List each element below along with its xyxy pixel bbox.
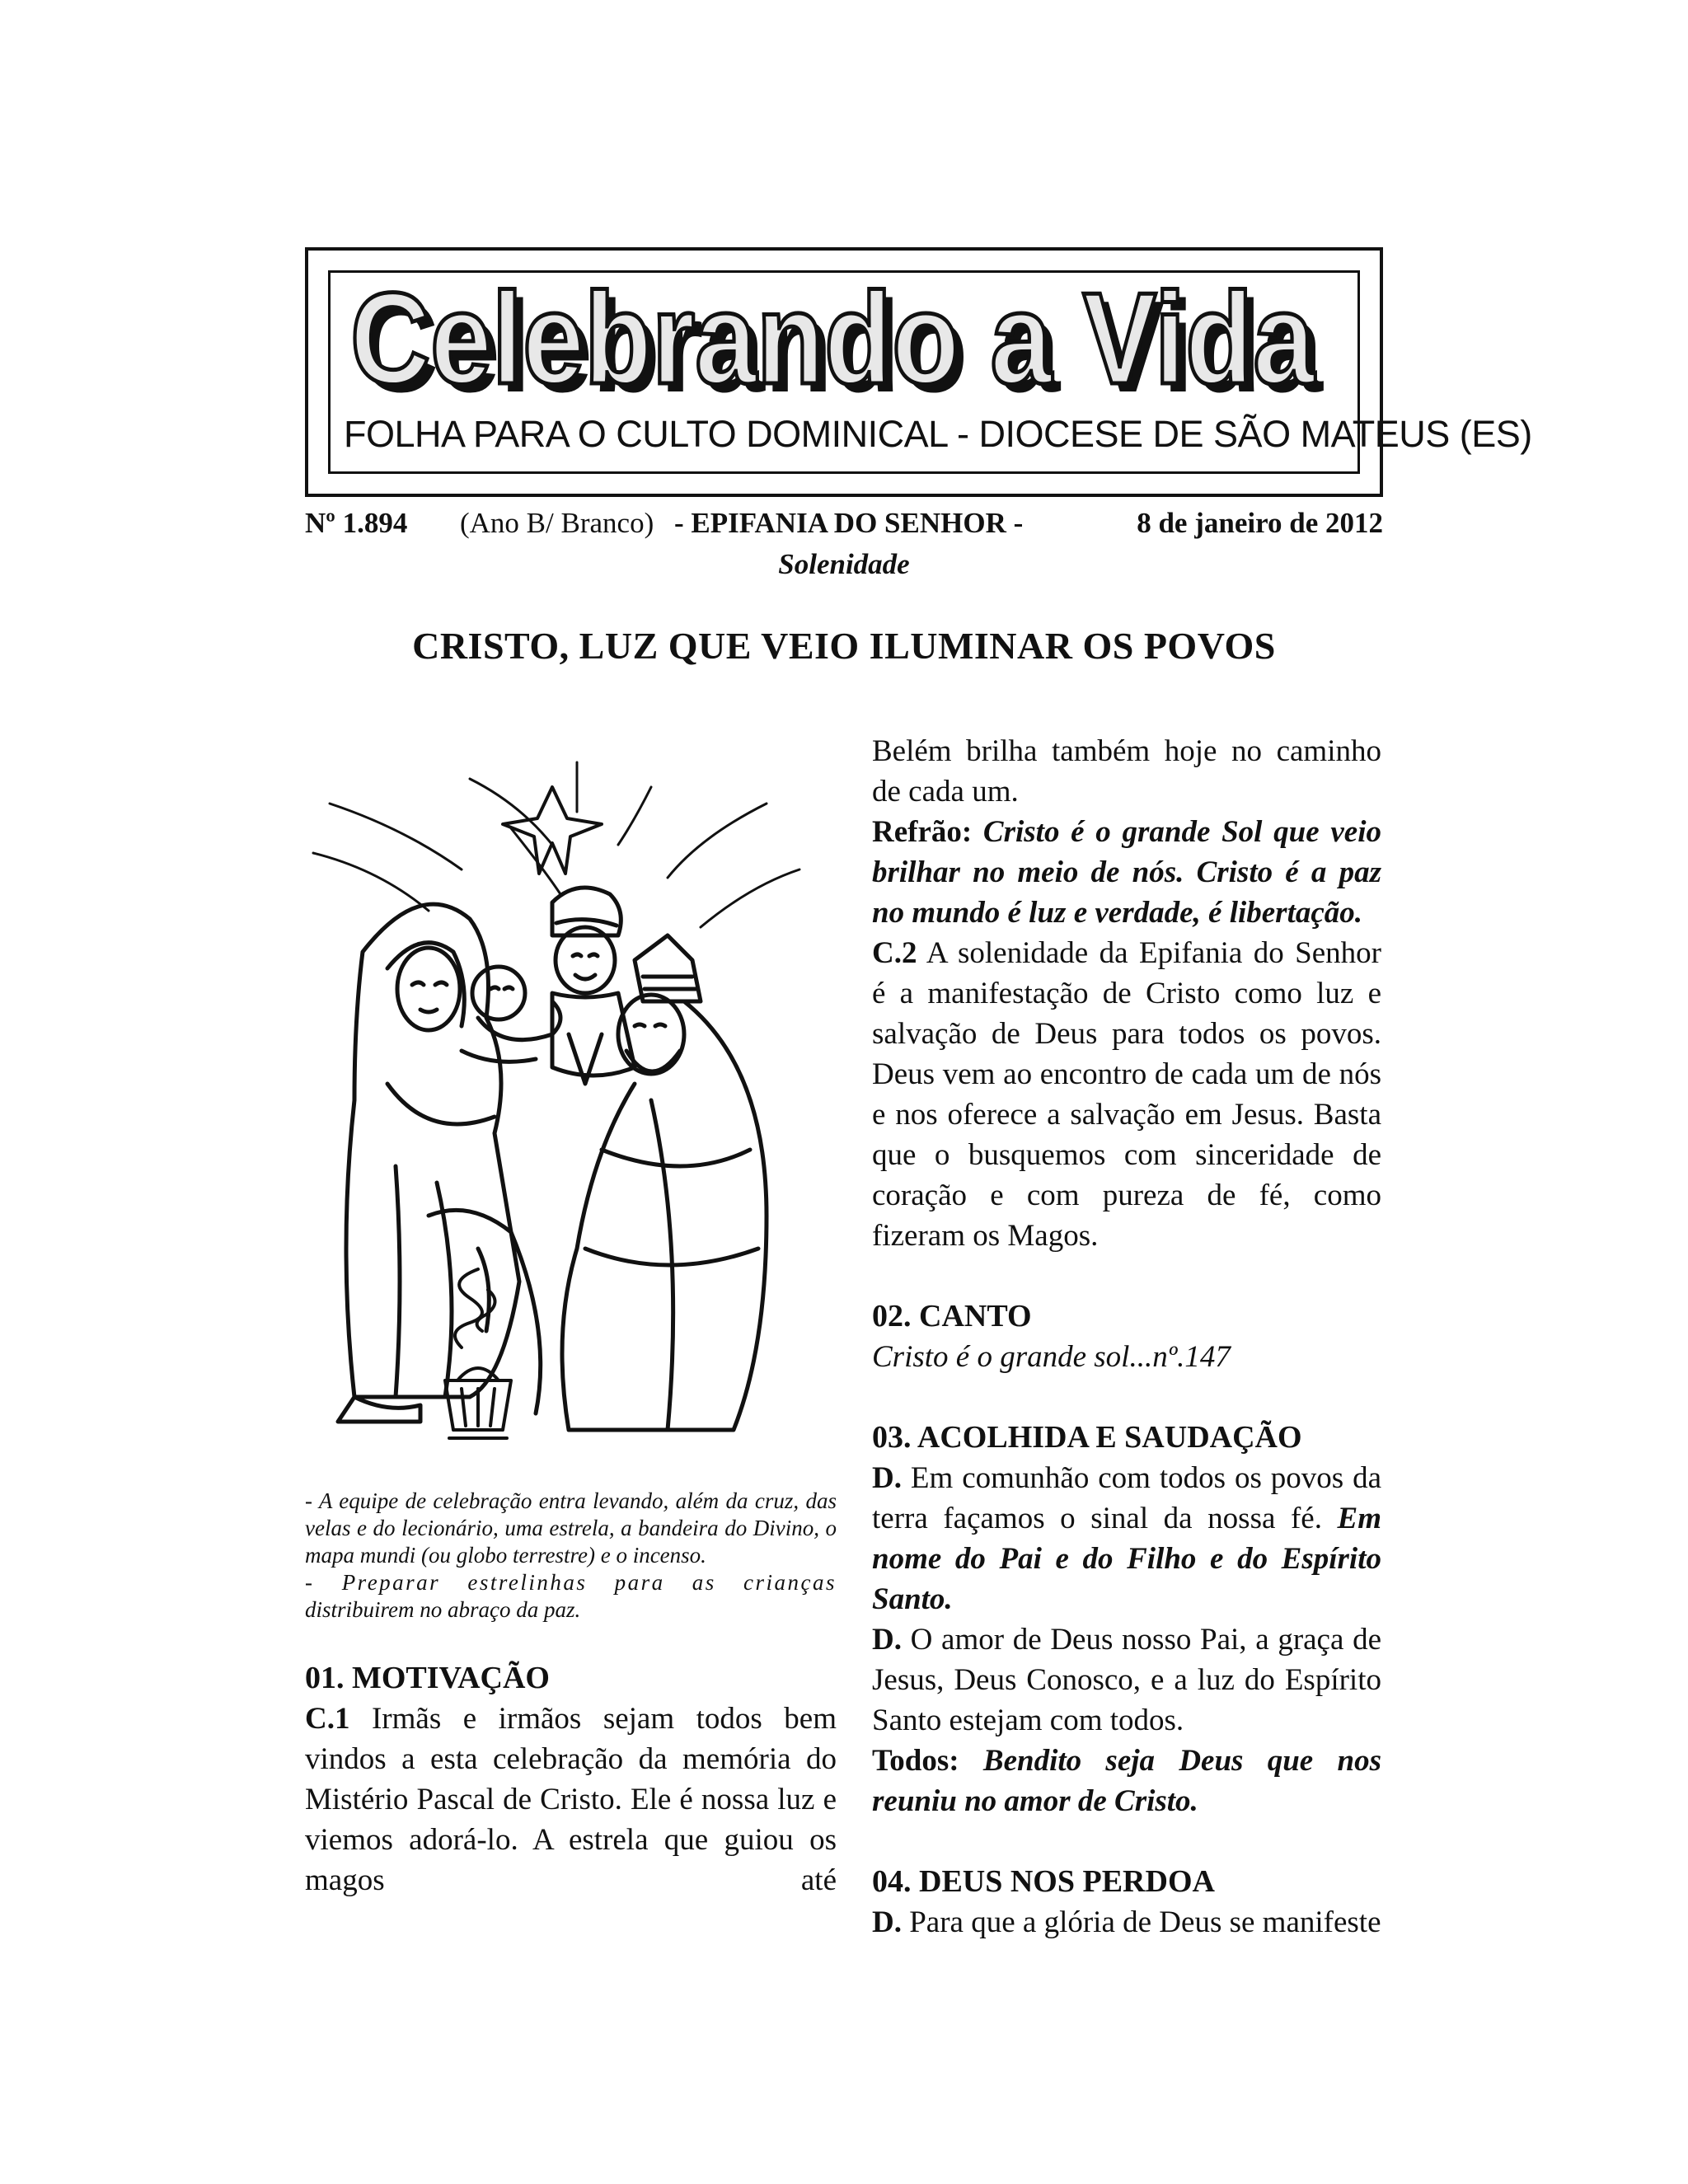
acolhida-d1-text: Em comunhão com todos os povos da terra façamos o sinal da nossa fé. — [872, 1461, 1381, 1535]
c2-label: C.2 — [872, 936, 917, 970]
solemnity-label: Solenidade — [778, 548, 910, 580]
c2-text: A solenidade da Epifania do Senhor é a manifestação de Cristo como luz e salvação de Deus para todos os povos. Deus vem ao encontro de cada um de nós e nos oferece a salvação em Jesus. Basta que o busquemos com sinceridade de coração e com pureza de fé, como fizeram os Magos. — [872, 936, 1381, 1253]
canto-text — [872, 1337, 1381, 1377]
acolhida-todos — [872, 1741, 1381, 1821]
rubric-notes — [305, 1488, 837, 1624]
mary-figure — [338, 904, 519, 1422]
issue-number: Nº 1.894 — [305, 507, 408, 539]
c2-paragraph — [872, 933, 1381, 1256]
canto-song: Cristo é o grande sol...nº.147 — [872, 1340, 1231, 1374]
feast-name: - EPIFANIA DO SENHOR - — [674, 507, 1024, 539]
issue-date: 8 de janeiro de 2012 — [1137, 507, 1383, 539]
magus-kneeling-figure — [562, 935, 767, 1430]
masthead-subtitle: FOLHA PARA O CULTO DOMINICAL - DIOCESE DE SÃO MATEUS (ES) — [344, 413, 1532, 455]
magi-adoration-illustration — [305, 754, 832, 1479]
acolhida-d2-text: O amor de Deus nosso Pai, a graça de Jesus, Deus Conosco, e a luz do Espírito Santo estejam com todos. — [872, 1623, 1381, 1737]
perdoa-heading: 04. DEUS NOS PERDOA — [872, 1864, 1215, 1899]
logo-title-shadow: Celebrando a Vida — [359, 274, 1324, 408]
child-figure — [462, 967, 560, 1062]
rubric-note-2-end: distribuirem no abraço da paz. — [305, 1597, 581, 1622]
refrao-text: Cristo é o grande Sol que veio brilhar no meio de nós. Cristo é a paz no mundo é luz e verdade, é libertação. — [872, 815, 1381, 930]
masthead-logo-title — [347, 268, 1336, 408]
perdoa-d — [872, 1902, 1381, 1943]
acolhida-d1-response: Em nome do Pai e do Filho e do Espírito Santo. — [872, 1502, 1381, 1616]
acolhida-d2 — [872, 1619, 1381, 1741]
masthead — [305, 247, 1532, 497]
motivacao-label: C.1 — [305, 1702, 350, 1736]
motivacao-continuation: Belém brilha também hoje no caminho de cada um. — [872, 734, 1381, 808]
star-rays — [313, 762, 799, 927]
acolhida-todos-text: Bendito seja Deus que nos reuniu no amor de Cristo. — [872, 1744, 1381, 1818]
refrao-paragraph — [872, 812, 1381, 933]
star-shape — [503, 787, 602, 874]
motivacao-text: Irmãs e irmãos sejam todos bem vindos a esta celebração da memória do Mistério Pascal de Cristo. Ele é nossa luz e viemos adorá-lo. A estrela que guiou os magos até — [305, 1702, 837, 1897]
motivacao-heading: 01. MOTIVAÇÃO — [305, 1661, 550, 1695]
rubric-note-1: - A equipe de celebração entra levando, além da cruz, das velas e do lecionário, uma estrela, a bandeira do Divino, o mapa mundi (ou globo terrestre) e o incenso. — [305, 1488, 837, 1568]
issue-line — [305, 507, 1383, 548]
liturgical-year: (Ano B/ Branco) — [460, 507, 654, 539]
acolhida-d2-label: D. — [872, 1623, 902, 1657]
acolhida-todos-label: Todos: — [872, 1744, 959, 1778]
refrao-label: Refrão: — [872, 815, 973, 849]
masthead-inner-frame — [328, 268, 1532, 474]
left-column — [305, 1488, 837, 1900]
perdoa-d-label: D. — [872, 1905, 902, 1939]
page-title: CRISTO, LUZ QUE VEIO ILUMINAR OS POVOS — [412, 625, 1276, 667]
acolhida-d1-label: D. — [872, 1461, 902, 1495]
perdoa-d-text: Para que a glória de Deus se manifeste — [901, 1905, 1381, 1939]
logo-title-text: Celebrando a Vida — [350, 268, 1315, 408]
canto-heading: 02. CANTO — [872, 1299, 1032, 1333]
motivacao-section — [305, 1658, 837, 1900]
acolhida-heading: 03. ACOLHIDA E SAUDAÇÃO — [872, 1420, 1302, 1455]
acolhida-d1 — [872, 1458, 1381, 1619]
motivacao-paragraph — [305, 1699, 837, 1900]
rubric-note-2 — [305, 1569, 837, 1596]
right-column — [872, 731, 1381, 1943]
rubric-note-2-spaced: - Preparar estrelinhas para as crianças — [305, 1570, 837, 1595]
